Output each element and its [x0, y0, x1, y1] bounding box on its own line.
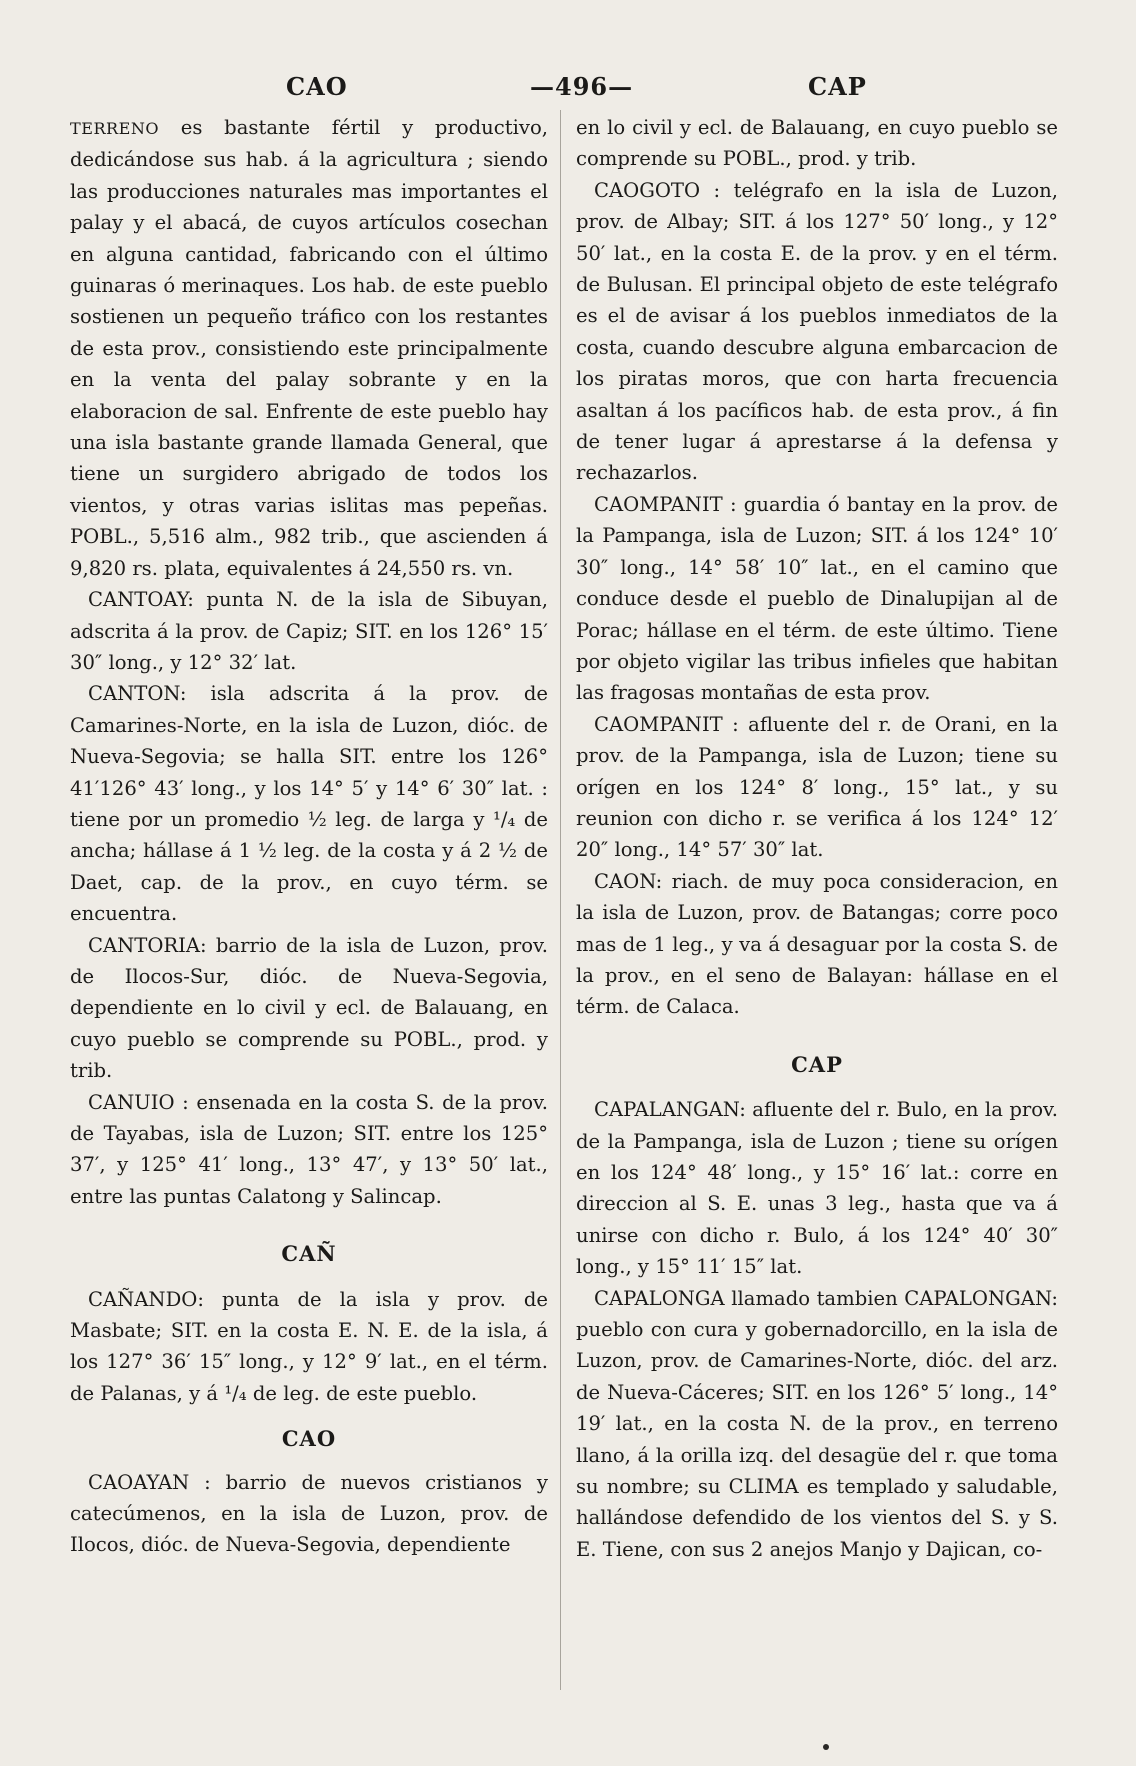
entry-term: CAON: — [594, 869, 663, 893]
entry-term: CAOMPANIT : — [594, 492, 737, 516]
running-head — [0, 72, 1136, 108]
entry — [70, 584, 548, 678]
running-head-right: CAP — [808, 72, 867, 101]
column-divider — [560, 110, 561, 1690]
page-number: —496— — [530, 72, 634, 101]
intro-label: TERRENO — [70, 119, 160, 138]
entry-text: isla adscrita á la prov. de Camarines-Norte, en la isla de Luzon, dióc. de Nueva-Segovia; se halla SIT. entre los 126° 41′126° 43′ long., y los 14° 5′ y 14° 6′ 30″ lat. : tiene por un promedio ½ leg. de larga y ¹/₄ de ancha; hállase á 1 ½ leg. de la costa y á 2 ½ de Daet, cap. de la prov., en cuyo térm. se encuentra. — [70, 682, 548, 926]
entry — [70, 930, 548, 1087]
section-heading-cap: CAP — [791, 1051, 843, 1077]
entry-term: CAÑANDO: — [88, 1287, 204, 1311]
entry — [70, 1467, 548, 1561]
left-column — [70, 112, 548, 1561]
intro-text: es bastante fértil y productivo, dedicándose sus hab. á la agricultura ; siendo las producciones naturales mas importantes el palay y el abacá, de cuyos artículos cosechan en alguna cantidad, fabricando con el último guinaras ó merinaques. Los hab. de este pueblo sostienen un pequeño tráfico con los restantes de esta prov., consistiendo este principalmente en la venta del palay sobrante y en la elaboracion de sal. Enfrente de este pueblo hay una isla bastante grande llamada General, que tiene un surgidero abrigado de todos los vientos, y otras varias islitas mas pepeñas. POBL., 5,516 alm., 982 trib., que ascienden á 9,820 rs. plata, equivalentes á 24,550 rs. vn. — [70, 116, 548, 580]
entry-text: ensenada en la costa S. de la prov. de Tayabas, isla de Luzon; SIT. entre los 125° 37′, y 125° 41′ long., 13° 47′, y 13° 50′ lat., entre las puntas Calatong y Salincap. — [70, 1090, 549, 1208]
entry-term: CAOAYAN : — [88, 1470, 211, 1494]
right-column — [576, 112, 1058, 1565]
entry-text: punta N. de la isla de Sibuyan, adscrita á la prov. de Capiz; SIT. en los 126° 15′ 30″ long., y 12° 32′ lat. — [70, 588, 548, 674]
entry-text: barrio de la isla de Luzon, prov. de Ilocos-Sur, dióc. de Nueva-Segovia, dependiente en lo civil y ecl. de Balauang, en cuyo pueblo se comprende su POBL., prod. y trib. — [70, 933, 548, 1083]
entry-text: punta de la isla y prov. de Masbate; SIT. en la costa E. N. E. de la isla, á los 127° 36′ 15″ long., y 12° 9′ lat., en el térm. de Palanas, y á ¹/₄ de leg. de este pueblo. — [70, 1287, 549, 1405]
entry-text: riach. de muy poca consideracion, en la isla de Luzon, prov. de Batangas; corre poco mas de 1 leg., y va á desaguar por la costa S. de la prov., en el seno de Balayan: hállase en el térm. de Calaca. — [576, 869, 1058, 1019]
entry — [70, 1284, 548, 1410]
entry — [576, 489, 1058, 709]
entry-term: CANUIO : — [88, 1090, 189, 1114]
section-heading-can: CAÑ — [281, 1241, 337, 1267]
entry-term: CAOMPANIT : — [594, 712, 739, 736]
entry-text: telégrafo en la isla de Luzon, prov. de Albay; SIT. á los 127° 50′ long., y 12° 50′ lat., en la costa E. de la prov. y en el térm. de Bulusan. El principal objeto de este telégrafo es el de avisar á los pueblos inmediatos de la costa, cuando descubre alguna embarcacion de los piratas moros, que con harta frecuencia asaltan á los pacíficos hab. de esta prov., á fin de tener lugar á aprestarse á la defensa y rechazarlos. — [576, 178, 1059, 485]
entry-text: barrio de nuevos cristianos y catecúmenos, en la isla de Luzon, prov. de Ilocos, dióc. de Nueva-Segovia, dependiente — [70, 1470, 548, 1557]
entry-text: afluente del r. Bulo, en la prov. de la Pampanga, isla de Luzon ; tiene su orígen en los 124° 48′ long., y 15° 16′ lat.: corre en direccion al S. E. unas 3 leg., hasta que va á unirse con dicho r. Bulo, á los 124° 40′ 30″ long., y 15° 11′ 15″ lat. — [576, 1098, 1059, 1279]
entry-term: CAOGOTO : — [594, 178, 721, 202]
ink-spot — [823, 1744, 829, 1750]
entry — [70, 678, 548, 929]
section-heading-cao: CAO — [281, 1426, 337, 1452]
running-head-left: CAO — [286, 72, 348, 101]
entry — [576, 175, 1058, 489]
entry — [576, 1094, 1058, 1282]
continuation-paragraph: en lo civil y ecl. de Balauang, en cuyo pueblo se comprende su POBL., prod. y trib. — [576, 116, 1058, 171]
entry — [576, 1283, 1058, 1566]
entry-term: CAPALANGAN: — [594, 1098, 746, 1122]
entry — [70, 1087, 548, 1213]
entry-term: CANTON: — [88, 682, 187, 706]
entry-text: pueblo con cura y gobernadorcillo, en la isla de Luzon, prov. de Camarines-Norte, dióc. del arz. de Nueva-Cáceres; SIT. en los 126° 5′ long., 14° 19′ lat., en la costa N. de la prov., en terreno llano, á la orilla izq. del desagüe del r. que toma su nombre; su CLIMA es templado y saludable, hallándose defendido de los vientos del S. y S. E. Tiene, con sus 2 anejos Manjo y Dajican, co- — [576, 1318, 1058, 1561]
continuation-paragraph — [70, 112, 548, 584]
entry — [576, 709, 1058, 866]
entry-term: CAPALONGA llamado tambien CAPALONGAN: — [594, 1286, 1058, 1310]
entry — [576, 866, 1058, 1023]
entry-text: afluente del r. de Orani, en la prov. de la Pampanga, isla de Luzon; tiene su orígen en los 124° 8′ long., 15° lat., y su reunion con dicho r. se verifica á los 124° 12′ 20″ long., 14° 57′ 30″ lat. — [576, 712, 1058, 862]
entry-term: CANTORIA: — [88, 933, 207, 957]
entry-text: guardia ó bantay en la prov. de la Pampanga, isla de Luzon; SIT. á los 124° 10′ 30″ long., 14° 58′ 10″ lat., en el camino que conduce desde el pueblo de Dinalupijan al de Porac; hállase en el térm. de este último. Tiene por objeto vigilar las tribus infieles que habitan las fragosas montañas de esta prov. — [576, 492, 1058, 705]
entry-term: CANTOAY: — [88, 588, 194, 612]
